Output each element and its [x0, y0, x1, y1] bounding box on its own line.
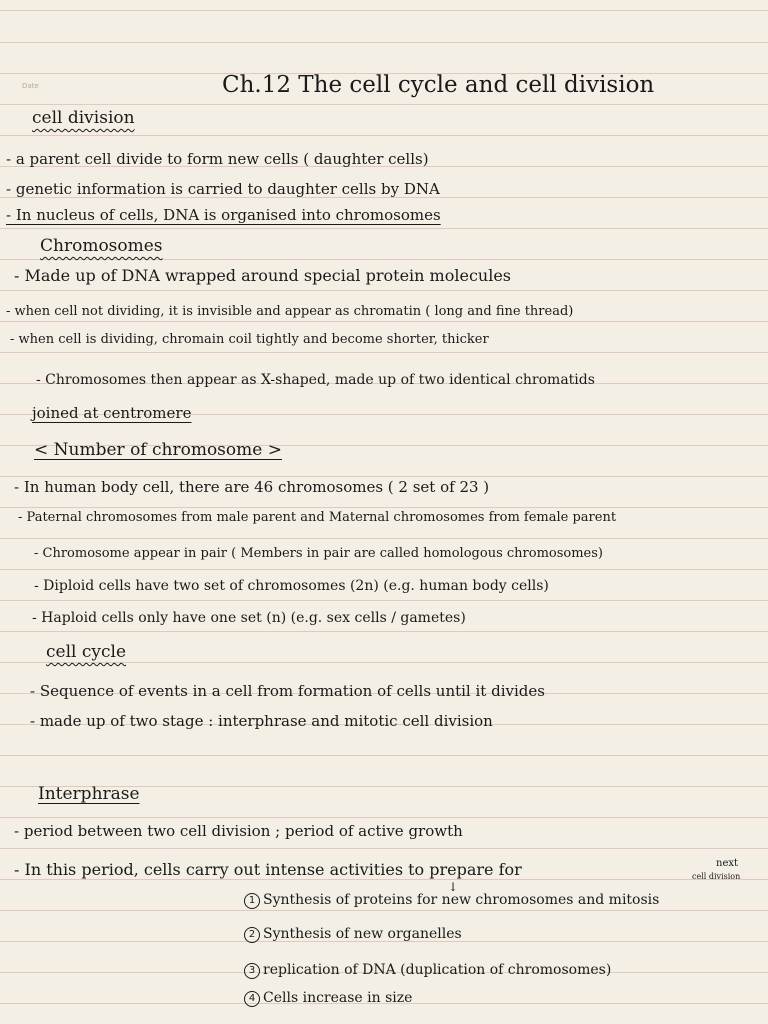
list-item: - Sequence of events in a cell from formation of cells until it divides	[30, 682, 545, 700]
page-title: Ch.12 The cell cycle and cell division	[222, 72, 655, 98]
list-item: - period between two cell division ; period of active growth	[14, 822, 463, 840]
list-item: - Haploid cells only have one set (n) (e.g. sex cells / gametes)	[32, 610, 466, 626]
list-item: - when cell not dividing, it is invisible and appear as chromatin ( long and fine thread)	[6, 304, 574, 319]
section-heading-chromosomes: Chromosomes	[40, 236, 163, 256]
numbered-item: 2 Synthesis of new organelles	[244, 926, 768, 943]
note-cell-division: cell division	[692, 872, 741, 881]
list-item: - Chromosomes then appear as X-shaped, made up of two identical chromatids	[36, 372, 595, 388]
section-heading-interphrase: Interphrase	[38, 784, 140, 804]
list-item: - In this period, cells carry out intense activities to prepare for	[14, 860, 522, 879]
section-heading-cell-division: cell division	[32, 108, 135, 128]
list-item: - In human body cell, there are 46 chromosomes ( 2 set of 23 )	[14, 478, 490, 496]
list-item: - genetic information is carried to daughter cells by DNA	[6, 180, 440, 198]
numbered-item: 1 Synthesis of proteins for new chromosomes and mitosis	[244, 892, 768, 909]
list-item: joined at centromere	[32, 404, 192, 422]
section-heading-cell-cycle: cell cycle	[46, 642, 127, 662]
list-item: - when cell is dividing, chromain coil tightly and become shorter, thicker	[10, 332, 489, 347]
down-arrow-icon: ↓	[448, 880, 459, 894]
list-item: - a parent cell divide to form new cells ( daughter cells)	[6, 150, 429, 168]
numbered-item: 4 Cells increase in size	[244, 990, 768, 1007]
list-item: - Chromosome appear in pair ( Members in pair are called homologous chromosomes)	[34, 546, 603, 561]
list-item: - made up of two stage : interphrase and mitotic cell division	[30, 712, 493, 730]
numbered-item: 3 replication of DNA (duplication of chromosomes)	[244, 962, 768, 979]
list-item: - Paternal chromosomes from male parent and Maternal chromosomes from female parent	[18, 510, 617, 525]
section-heading-number-of-chromosome: < Number of chromosome >	[34, 440, 282, 460]
list-item: - Diploid cells have two set of chromosomes (2n) (e.g. human body cells)	[34, 578, 549, 594]
list-item: - In nucleus of cells, DNA is organised into chromosomes	[6, 206, 441, 224]
list-item: - Made up of DNA wrapped around special protein molecules	[14, 266, 511, 285]
date-label: Date	[22, 82, 39, 90]
note-next: next	[716, 858, 739, 869]
